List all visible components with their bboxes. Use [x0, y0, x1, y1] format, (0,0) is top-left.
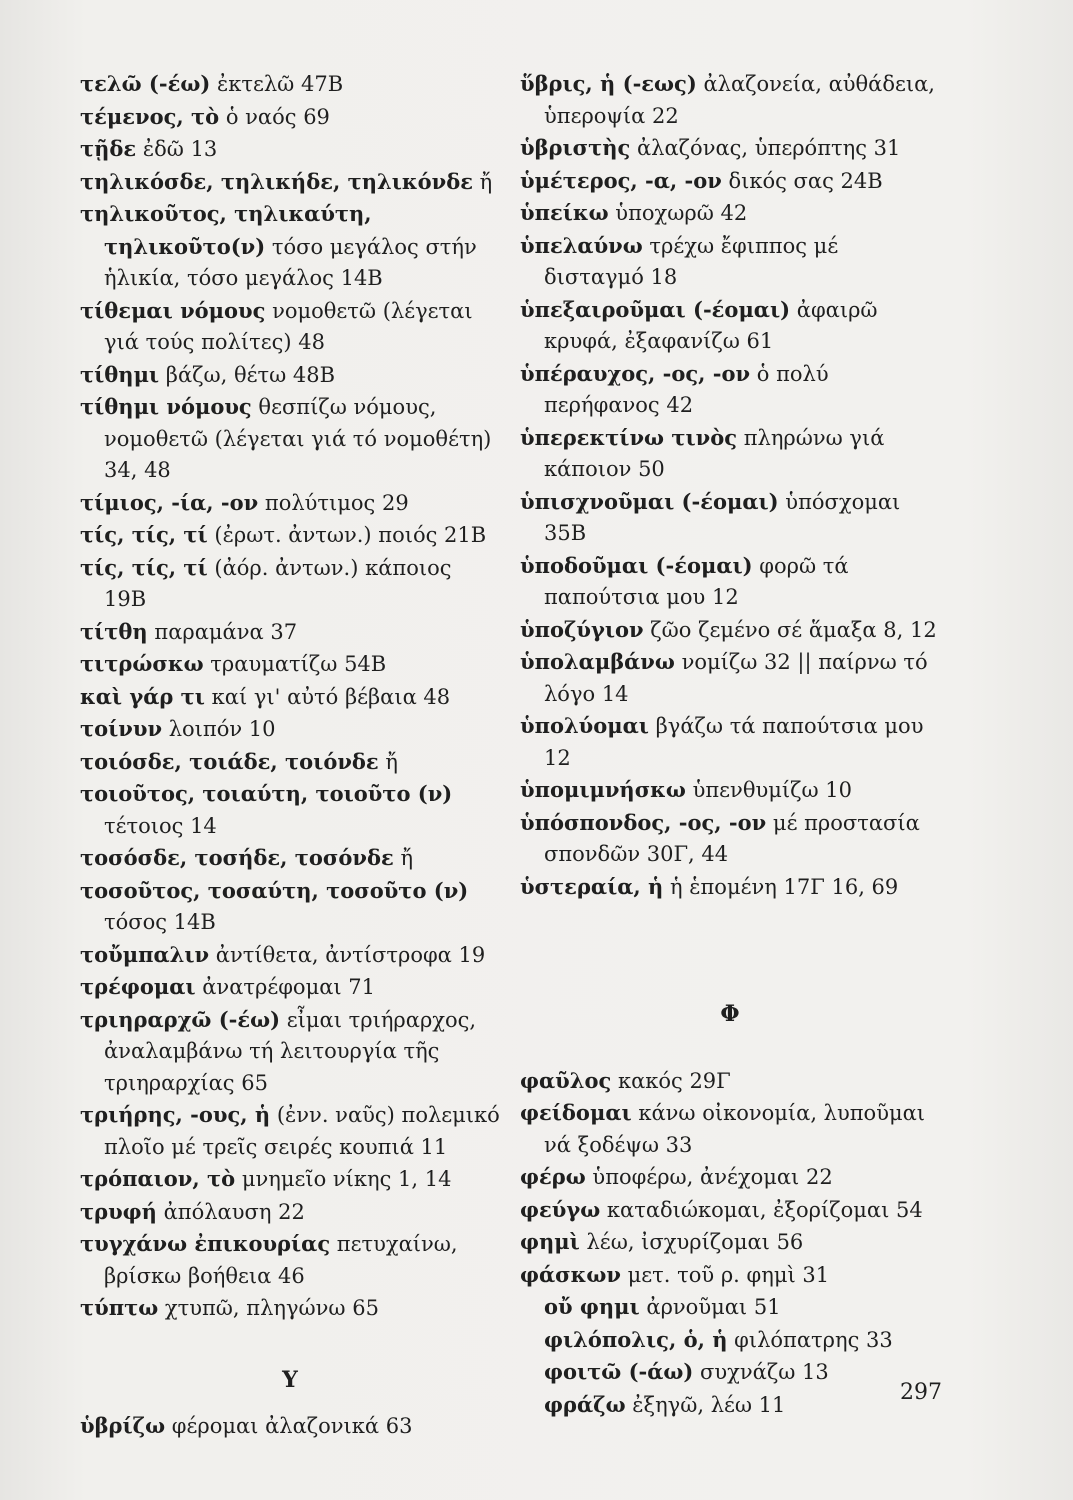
- entry-headword: φοιτῶ (-άω): [544, 1359, 694, 1384]
- entry-definition: ζῶο ζεμένο σέ ἅμαξα 8, 12: [650, 617, 937, 642]
- entry-definition: μετ. τοῦ ρ. φημὶ 31: [627, 1262, 830, 1287]
- entry-definition: ὑπόσχομαι 35Β: [544, 489, 901, 545]
- entry-headword: ὑπισχνοῦμαι (-έομαι): [520, 488, 779, 514]
- dictionary-entry: [520, 230, 940, 294]
- dictionary-entry: [80, 1163, 500, 1196]
- dictionary-entry: [520, 1194, 940, 1227]
- dictionary-entry: [520, 614, 940, 647]
- entry-definition: ὑπενθυμίζω 10: [692, 778, 853, 802]
- entry-definition: κακός 29Γ: [617, 1068, 731, 1093]
- dictionary-entry: [80, 1292, 500, 1325]
- entry-headword: ὕβρις, ἡ (-εως): [520, 71, 697, 96]
- entry-headword: φεύγω: [520, 1196, 601, 1222]
- entry-headword: τιτρώσκω: [80, 651, 204, 676]
- entry-headword: ὑποδοῦμαι (-έομαι): [520, 552, 753, 578]
- dictionary-entry: [80, 616, 500, 649]
- entry-definition: ἀντίθετα, ἀντίστροφα 19: [215, 942, 486, 967]
- dictionary-entry: [520, 358, 940, 422]
- dictionary-entry: [80, 166, 500, 199]
- entry-definition: βάζω, θέτω 48Β: [165, 362, 336, 387]
- dictionary-entry: [520, 1097, 940, 1161]
- dictionary-entry: [520, 197, 940, 230]
- entry-headword: τῇδε: [80, 136, 137, 161]
- entry-headword: τοίνυν: [80, 716, 163, 741]
- dictionary-entry: [520, 774, 940, 807]
- entry-definition: καταδιώκομαι, ἐξορίζομαι 54: [606, 1197, 923, 1222]
- entry-definition: χτυπῶ, πληγώνω 65: [164, 1296, 379, 1320]
- entry-definition: θεσπίζω νόμους, νομοθετῶ (λέγεται γιά τό νομοθέτη) 34, 48: [104, 395, 492, 482]
- entry-definition: πετυχαίνω, βρίσκω βοήθεια 46: [104, 1232, 458, 1288]
- entry-headword: φάσκων: [520, 1261, 621, 1287]
- entry-headword: ὑποζύγιον: [520, 616, 644, 642]
- entry-definition: βγάζω τά παπούτσια μου 12: [544, 714, 924, 770]
- dictionary-entry: [520, 646, 940, 710]
- entry-definition: (ἀόρ. ἀντων.) κάποιος 19Β: [104, 555, 452, 611]
- entry-headword: ὑπολύομαι: [520, 713, 649, 738]
- dictionary-entry: [80, 713, 500, 746]
- dictionary-entry: [520, 132, 940, 165]
- entry-headword: φράζω: [544, 1391, 626, 1417]
- entry-headword: φαῦλος: [520, 1067, 612, 1093]
- entry-headword: τηλικόσδε, τηλικήδε, τηλικόνδε: [80, 168, 473, 194]
- entry-headword: ὑπερεκτίνω τινὸς: [520, 424, 738, 450]
- dictionary-entry: [80, 842, 500, 875]
- entry-definition: ἐξηγῶ, λέω 11: [632, 1392, 786, 1417]
- entry-headword: τοιοῦτος, τοιαύτη, τοιοῦτο (ν): [80, 781, 453, 806]
- entry-headword: ὑπείκω: [520, 200, 609, 225]
- entry-definition: φέρομαι ἀλαζονικά 63: [171, 1414, 413, 1438]
- dictionary-entry: [80, 1410, 500, 1443]
- entry-headword: καὶ γάρ τι: [80, 683, 205, 709]
- entry-headword: τοσόσδε, τοσήδε, τοσόνδε: [80, 845, 394, 870]
- entry-definition: συχνάζω 13: [700, 1360, 829, 1384]
- dictionary-entry: [520, 710, 940, 774]
- right-column: [520, 68, 940, 1421]
- entry-headword: τοὔμπαλιν: [80, 941, 210, 967]
- dictionary-entry: [520, 422, 940, 486]
- entry-headword: ὑβριστὴς: [520, 135, 631, 160]
- entry-headword: τίς, τίς, τί: [80, 522, 208, 547]
- dictionary-entry: [520, 807, 940, 871]
- dictionary-entry: [80, 681, 500, 714]
- entry-definition: (ἐρωτ. ἀντων.) ποιός 21Β: [214, 523, 487, 547]
- entry-headword: τίθημι νόμους: [80, 394, 252, 419]
- entry-definition: μέ προστασία σπονδῶν 30Γ, 44: [544, 810, 920, 866]
- entry-definition: ἀλαζόνας, ὑπερόπτης 31: [637, 136, 901, 160]
- dictionary-entry: [520, 1389, 940, 1422]
- dictionary-entry: [80, 648, 500, 681]
- entry-definition: πληρώνω γιά κάποιον 50: [544, 425, 885, 481]
- entry-headword: φιλόπολις, ὁ, ἡ: [544, 1326, 728, 1352]
- dictionary-entry: [80, 1196, 500, 1229]
- dictionary-entry: [520, 550, 940, 614]
- entry-definition: ἐδῶ 13: [142, 137, 218, 161]
- page-number: 297: [900, 1380, 942, 1405]
- entry-headword: φέρω: [520, 1164, 586, 1189]
- right-entries-b: [520, 1065, 940, 1422]
- dictionary-entry: [80, 1099, 500, 1163]
- entry-headword: τρόπαιον, τὸ: [80, 1166, 236, 1191]
- dictionary-entry: [80, 552, 500, 616]
- entry-definition: ἡ ἑπομένη 17Γ 16, 69: [669, 874, 899, 899]
- dictionary-entry: [80, 939, 500, 972]
- dictionary-entry: [520, 1291, 940, 1324]
- entry-definition: τέτοιος 14: [104, 813, 217, 838]
- dictionary-entry: [520, 165, 940, 198]
- dictionary-entry: [520, 294, 940, 358]
- dictionary-entry: [520, 68, 940, 132]
- entry-headword: τέμενος, τὸ: [80, 103, 220, 129]
- entry-headword: τριήρης, -ους, ἡ: [80, 1102, 271, 1127]
- entry-definition: νομίζω 32 || παίρνω τό λόγο 14: [544, 650, 928, 706]
- dictionary-entry: [520, 1065, 940, 1098]
- entry-definition: λοιπόν 10: [168, 717, 276, 741]
- letter-heading-phi: Φ: [720, 1001, 740, 1027]
- right-entries-a: [520, 68, 940, 903]
- entry-headword: ὑπομιμνήσκω: [520, 777, 686, 802]
- entry-headword: ὑπέραυχος, -ος, -ον: [520, 360, 751, 386]
- entry-headword: τοιόσδε, τοιάδε, τοιόνδε: [80, 748, 379, 774]
- entry-definition: λέω, ἰσχυρίζομαι 56: [586, 1230, 804, 1254]
- entry-headword: ὑστεραία, ἡ: [520, 873, 664, 899]
- entry-headword: τρυφή: [80, 1198, 157, 1224]
- dictionary-entry: [80, 487, 500, 520]
- entry-headword: φημὶ: [520, 1229, 580, 1254]
- dictionary-entry: [520, 1324, 940, 1357]
- entry-definition: φορῶ τά παπούτσια μου 12: [544, 553, 849, 609]
- entry-definition: ὑποφέρω, ἀνέχομαι 22: [592, 1165, 833, 1189]
- entry-definition: ὁ ναός 69: [225, 104, 330, 129]
- left-column: [80, 68, 500, 1443]
- entry-definition: δικός σας 24Β: [728, 168, 883, 193]
- dictionary-entry: [80, 875, 500, 939]
- entry-definition: τρέχω ἔφιππος μέ δισταγμό 18: [544, 233, 839, 289]
- dictionary-entry: [80, 1228, 500, 1292]
- dictionary-entry: [520, 871, 940, 904]
- entry-definition: τραυματίζω 54Β: [210, 652, 387, 676]
- entry-definition: ἀνατρέφομαι 71: [202, 975, 376, 999]
- entry-definition: ἀρνοῦμαι 51: [646, 1295, 781, 1319]
- entry-headword: τελῶ (-έω): [80, 71, 211, 96]
- entry-definition: ἀπόλαυση 22: [163, 1199, 305, 1224]
- entry-definition: (ἐνν. ναῦς) πολεμικό πλοῖο μέ τρεῖς σειρές κουπιά 11: [104, 1103, 500, 1159]
- entry-definition: πολύτιμος 29: [264, 490, 409, 515]
- entry-headword: ὑμέτερος, -α, -ον: [520, 167, 722, 193]
- dictionary-entry: [520, 1161, 940, 1194]
- entry-definition: εἶμαι τριήραρχος, ἀναλαμβάνω τή λειτουργία τῆς τριηραρχίας 65: [104, 1007, 477, 1095]
- entry-headword: ὑπόσπονδος, -ος, -ον: [520, 809, 767, 835]
- entry-headword: τηλικοῦτος, τηλικαύτη, τηλικοῦτο(ν): [80, 201, 372, 259]
- entry-headword: τίτθη: [80, 618, 148, 644]
- entry-definition: ὑποχωρῶ 42: [615, 201, 748, 225]
- dictionary-entry: [80, 519, 500, 552]
- entry-definition: ἀφαιρῶ κρυφά, ἐξαφανίζω 61: [544, 297, 878, 353]
- entry-definition: τόσος 14Β: [104, 910, 216, 934]
- entry-headword: φείδομαι: [520, 1100, 632, 1125]
- dictionary-entry: [80, 746, 500, 779]
- dictionary-entry: [80, 971, 500, 1004]
- dictionary-entry: [80, 295, 500, 359]
- dictionary-entry: [80, 1004, 500, 1100]
- entry-headword: τίθεμαι νόμους: [80, 297, 266, 323]
- dictionary-entry: [80, 359, 500, 392]
- entry-definition: νομοθετῶ (λέγεται γιά τούς πολίτες) 48: [104, 298, 473, 354]
- entry-definition: τόσο μεγάλος στήν ἡλικία, τόσο μεγάλος 14Β: [104, 234, 477, 290]
- entry-headword: τύπτω: [80, 1295, 159, 1320]
- entry-headword: τυγχάνω ἐπικουρίας: [80, 1231, 331, 1256]
- entry-definition: μνημεῖο νίκης 1, 14: [241, 1167, 452, 1191]
- left-entries-b: [80, 1410, 500, 1443]
- entry-headword: ὑπολαμβάνω: [520, 649, 675, 674]
- left-entries-a: [80, 68, 500, 1325]
- dictionary-entry: [80, 198, 500, 295]
- entry-headword: τίθημι: [80, 361, 160, 387]
- dictionary-entry: [520, 486, 940, 550]
- entry-definition: ἤ: [479, 169, 493, 194]
- letter-heading-upsilon: Υ: [282, 1366, 298, 1393]
- entry-headword: ὑβρίζω: [80, 1413, 166, 1438]
- entry-headword: οὔ φημι: [544, 1294, 640, 1319]
- entry-definition: ὁ πολύ περήφανος 42: [544, 361, 829, 417]
- entry-headword: ὑπελαύνω: [520, 232, 643, 258]
- entry-definition: ἐκτελῶ 47Β: [216, 72, 344, 96]
- dictionary-entry: [520, 1226, 940, 1259]
- entry-headword: τίς, τίς, τί: [80, 554, 208, 580]
- entry-definition: κάνω οἰκονομία, λυποῦμαι νά ξοδέψω 33: [544, 1101, 926, 1157]
- dictionary-entry: [80, 391, 500, 487]
- dictionary-entry: [80, 101, 500, 134]
- entry-headword: ὑπεξαιροῦμαι (-έομαι): [520, 296, 791, 322]
- dictionary-entry: [520, 1259, 940, 1292]
- entry-headword: τίμιος, -ία, -ον: [80, 489, 259, 515]
- entry-headword: τριηραρχῶ (-έω): [80, 1006, 281, 1032]
- entry-definition: καί γι' αὐτό βέβαια 48: [211, 684, 451, 709]
- dictionary-entry: [80, 778, 500, 842]
- entry-definition: φιλόπατρης 33: [734, 1327, 893, 1352]
- dictionary-entry: [520, 1356, 940, 1389]
- dictionary-entry: [80, 68, 500, 101]
- dictionary-entry: [80, 133, 500, 166]
- entry-headword: τρέφομαι: [80, 974, 196, 999]
- entry-headword: τοσοῦτος, τοσαύτη, τοσοῦτο (ν): [80, 877, 469, 903]
- entry-definition: ἀλαζονεία, αὐθάδεια, ὑπεροψία 22: [544, 72, 935, 128]
- entry-definition: ἤ: [385, 749, 398, 774]
- entry-definition: παραμάνα 37: [154, 619, 298, 644]
- entry-definition: ἤ: [400, 846, 414, 870]
